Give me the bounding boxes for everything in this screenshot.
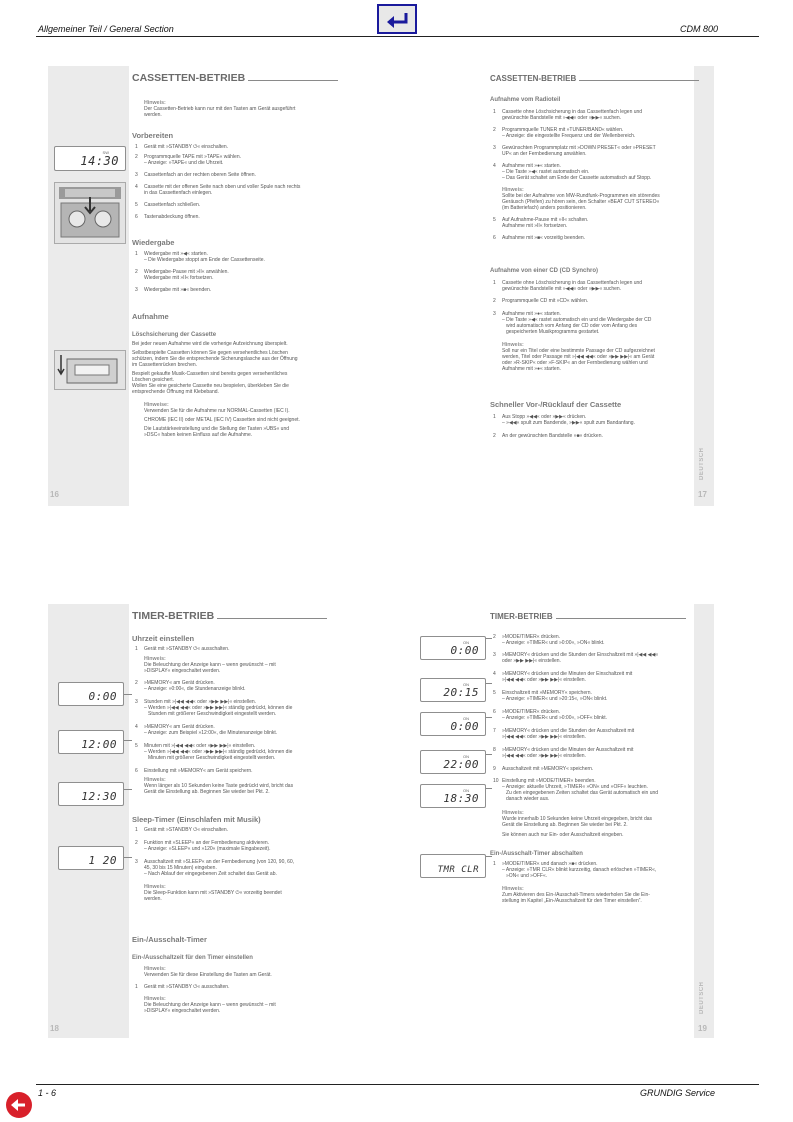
step-item: 2 Programmquelle TUNER mit »TUNER/BAND« wählen.	[493, 127, 624, 133]
callout-line	[486, 754, 492, 755]
body-text: schützen, indem Sie die entsprechende Sicherungslasche aus der Öffnung	[132, 356, 298, 362]
step-text: Zu den eingegebenen Zeiten schaltet das Gerät automatisch ein und	[506, 790, 659, 796]
note-text: werden, Titel oder Passage mit »|◀◀ ◀◀« oder »▶▶ ▶▶|« am Gerät	[502, 354, 655, 360]
step-item: 2 Programmquelle CD mit »CD« wählen.	[493, 298, 589, 304]
note-text: Wenn länger als 10 Sekunden keine Taste gedrückt wird, bricht das	[144, 783, 294, 789]
subsection-heading: Aufnahme von einer CD (CD Synchro)	[490, 268, 599, 274]
cassette-tab-illustration	[54, 350, 126, 390]
step-text: – Anzeige: »TIMER« und »0:00«, »ON« blinkt.	[502, 640, 605, 646]
subsection-heading: Ein-/Ausschaltzeit für den Timer einstellen	[132, 955, 253, 961]
note-text: Die Lautstärkeeinstellung und die Stellung der Tasten »UBS« und	[144, 426, 290, 432]
note-text: »DSC« haben keinen Einfluss auf die Aufnahme.	[144, 432, 253, 438]
manual-page-19	[406, 604, 714, 1038]
lcd-value: 0:00	[450, 644, 479, 657]
lcd-display	[420, 636, 486, 660]
step-item: 3 Ausschaltzeit mit »SLEEP« an der Fernbedienung (von 120, 90, 60,	[135, 859, 295, 865]
body-text: Bei jeder neuen Aufnahme wird die vorherige Aufzeichnung überspielt.	[132, 341, 288, 347]
note-text: »DISPLAY« eingeschaltet werden.	[144, 668, 221, 674]
header-divider	[36, 36, 759, 37]
page-title: CASSETTEN-BETRIEB	[490, 74, 699, 83]
note-heading: Hinweis:	[502, 342, 524, 348]
step-text: – Die Taste »◀« rastet automatisch ein und die Wiedergabe der CD	[502, 317, 652, 323]
page-number: 17	[698, 490, 707, 499]
step-item: 6 Einstellung mit »MEMORY« am Gerät speichern.	[135, 768, 253, 774]
step-item: 2 An der gewünschten Bandstelle »■« drücken.	[493, 433, 603, 439]
step-item: 5 Auf Aufnahme-Pause mit »II« schalten.	[493, 217, 589, 223]
step-text: – Nach Ablauf der eingegebenen Zeit schaltet das Gerät ab.	[144, 871, 277, 877]
step-item: 1 Cassette ohne Löschsicherung in das Cassettenfach legen und	[493, 280, 643, 286]
lcd-value: 22:00	[443, 758, 479, 771]
timer-indicator: ON	[463, 682, 469, 687]
step-text: – Anzeige: zum Beispiel »12:00«, die Minutenanzeige blinkt.	[144, 730, 278, 736]
manual-page-16	[48, 66, 376, 506]
step-text: Aufnahme mit »II« fortsetzen.	[502, 223, 568, 229]
body-text: entsprechende Öffnung mit Klebeband.	[132, 389, 219, 395]
note-text: Verwenden Sie für diese Einstellung die Tasten am Gerät.	[144, 972, 272, 978]
timer-indicator: ON	[463, 754, 469, 759]
note-text: Der Cassetten-Betrieb kann nur mit den Tasten am Gerät ausgeführt	[144, 106, 296, 112]
body-text: Wollen Sie eine gesicherte Cassette neu bespielen, überkleben Sie die	[132, 383, 289, 389]
lcd-display	[54, 146, 126, 171]
subsection-heading: Löschsicherung der Cassette	[132, 332, 217, 338]
step-text: »|◀◀ ◀◀« oder »▶▶ ▶▶|« einstellen.	[502, 677, 586, 683]
manual-page-18	[48, 604, 376, 1038]
note-heading: Hinweis:	[144, 996, 166, 1002]
timer-indicator: ON	[463, 788, 469, 793]
step-text: – Das Gerät schaltet am Ende der Cassette automatisch auf Stopp.	[502, 175, 652, 181]
lcd-value: 14:30	[80, 154, 119, 168]
step-item: 1 »MODE/TIMER« und danach »■« drücken.	[493, 861, 598, 867]
lcd-display	[420, 750, 486, 774]
step-item: 1 Gerät mit »STANDBY ⏻« ausschalten.	[135, 646, 230, 652]
step-text: UP« an der Fernbedienung anwählen.	[502, 151, 587, 157]
note-heading: Hinweis:	[144, 100, 166, 106]
manual-page-17	[406, 66, 714, 506]
callout-line	[486, 638, 492, 639]
step-item: 1 Gerät mit »STANDBY ⏻« einschalten.	[135, 827, 229, 833]
page-title: TIMER-BETRIEB	[490, 612, 686, 621]
step-item: 6 Tastenabdeckung öffnen.	[135, 214, 200, 220]
step-item: 4 Cassette mit der offenen Seite nach oben und voller Spule nach rechts	[135, 184, 301, 190]
note-text: Wurde innerhalb 10 Sekunden keine Uhrzeit eingegeben, bricht das	[502, 816, 653, 822]
language-tab: DEUTSCH	[699, 981, 705, 1015]
callout-line	[124, 694, 132, 695]
page-number: 18	[50, 1024, 59, 1033]
step-item: 3 Wiedergabe mit »■« beenden.	[135, 287, 212, 293]
callout-line	[486, 788, 492, 789]
footer-divider	[36, 1084, 759, 1085]
lcd-display	[58, 682, 124, 706]
step-item: 3 Gewünschten Programmplatz mit »DOWN PRESET« oder »PRESET	[493, 145, 656, 151]
section-heading: Wiedergabe	[132, 238, 175, 247]
step-text: gespeicherten Musikprogramms gestartet.	[506, 329, 600, 335]
callout-line	[486, 717, 492, 718]
mode-indicator: SW	[102, 150, 109, 155]
lcd-display	[58, 782, 124, 806]
language-tab: DEUTSCH	[699, 447, 705, 481]
step-item: 4 »MEMORY« drücken und die Minuten der Einschaltzeit mit	[493, 671, 633, 677]
body-text: Bespielt gekaufte Musik-Cassetten sind bereits gegen versehentliches	[132, 371, 288, 377]
arrow-left-icon	[10, 1096, 28, 1114]
step-item: 1 Wiedergabe mit »◀« starten.	[135, 251, 208, 257]
step-text: – Anzeige: »0:00«, die Stundenanzeige blinkt.	[144, 686, 246, 692]
lcd-value: TMR CLR	[437, 865, 479, 875]
section-heading: Vorbereiten	[132, 131, 174, 140]
note-heading: Hinweis:	[502, 187, 524, 193]
step-text: – Werden »|◀◀ ◀◀« oder »▶▶ ▶▶|« ständig gedrückt, können die	[144, 749, 293, 755]
callout-line	[124, 789, 132, 790]
footer-page-ref: 1 - 6	[38, 1088, 57, 1098]
note-heading: Hinweis:	[144, 884, 166, 890]
step-item: 10 Einstellung mit »MODE/TIMER« beenden.	[493, 778, 596, 784]
step-text: – Die Wiedergabe stoppt am Ende der Cassettenseite.	[144, 257, 265, 263]
step-item: 2 Funktion mit »SLEEP« an der Fernbedienung aktivieren.	[135, 840, 270, 846]
note-heading: Hinweis:	[144, 966, 166, 972]
note-text: werden.	[144, 896, 162, 902]
previous-page-button[interactable]	[6, 1092, 32, 1118]
note-text: Die Sleep-Funktion kann mit »STANDBY ⏻« vorzeitig beendet	[144, 890, 282, 896]
header-section-title: Allgemeiner Teil / General Section	[38, 24, 174, 34]
lcd-display	[420, 712, 486, 736]
step-item: 2 »MEMORY« am Gerät drücken.	[135, 680, 215, 686]
note-text: stellung im Kapitel „Ein-/Ausschaltzeit für den Timer einstellen“.	[502, 898, 642, 904]
step-item: 2 »MODE/TIMER« drücken.	[493, 634, 561, 640]
step-text: – Anzeige: »TIMER« und »20:15«, »ON« blinkt.	[502, 696, 608, 702]
subsection-heading: Aufnahme vom Radioteil	[490, 97, 561, 103]
step-item: 1 Aus Stopp »◀◀« oder »▶▶« drücken.	[493, 414, 587, 420]
step-text: »|◀◀ ◀◀« oder »▶▶ ▶▶|« einstellen.	[502, 753, 586, 759]
step-text: – »◀◀« spult zum Bandende, »▶▶« spult zum Bandanfang.	[502, 420, 635, 426]
step-text: »ON« und »OFF«.	[506, 873, 548, 879]
step-item: 1 Gerät mit »STANDBY ⏻« einschalten.	[135, 144, 229, 150]
step-item: 7 »MEMORY« drücken und die Stunden der Ausschaltzeit mit	[493, 728, 635, 734]
note-text: Soll nur ein Titel oder eine bestimmte Passage der CD aufgezeichnet	[502, 348, 655, 354]
step-item: 5 Einschaltzeit mit »MEMORY« speichern.	[493, 690, 592, 696]
note-text: (im Batteriefach) anders positionieren.	[502, 205, 587, 211]
step-item: 1 Gerät mit »STANDBY ⏻« ausschalten.	[135, 984, 230, 990]
back-button[interactable]	[377, 4, 417, 34]
step-text: – Anzeige: »TMR CLR« blinkt kurzzeitig, danach erlöschen »TIMER«,	[502, 867, 657, 873]
note-heading: Hinweis:	[502, 810, 524, 816]
step-text: – Anzeige: die eingestellte Frequenz und der Wellenbereich.	[502, 133, 636, 139]
note-text: Gerät die Einstellung ab. Beginnen Sie wieder bei Pkt. 2.	[502, 822, 628, 828]
step-item: 9 Ausschaltzeit mit »MEMORY« speichern.	[493, 766, 594, 772]
subsection-heading: Ein-/Ausschalt-Timer abschalten	[490, 851, 583, 857]
step-text: – Die Taste »◀« rastet automatisch ein.	[502, 169, 590, 175]
note-text: werden.	[144, 112, 162, 118]
section-heading: Uhrzeit einstellen	[132, 634, 195, 643]
note-text: Verwenden Sie für die Aufnahme nur NORMAL-Cassetten (IEC I).	[144, 408, 290, 414]
lcd-value: 0:00	[88, 690, 117, 703]
page-title: CASSETTEN-BETRIEB	[132, 72, 338, 84]
note-text: Aufnahme mit »●« starten.	[502, 366, 561, 372]
body-text: Löschen gesichert.	[132, 377, 174, 383]
section-heading: Ein-/Ausschalt-Timer	[132, 935, 207, 944]
lcd-value: 0:00	[450, 720, 479, 733]
page-title: TIMER-BETRIEB	[132, 610, 327, 622]
lcd-value: 18:30	[443, 792, 479, 805]
step-item: 2 Wiedergabe-Pause mit »II« anwählen.	[135, 269, 229, 275]
step-item: 8 »MEMORY« drücken und die Minuten der Ausschaltzeit mit	[493, 747, 634, 753]
step-text: Minuten mit größerer Geschwindigkeit eingestellt werden.	[148, 755, 276, 761]
note-text: CHROME (IEC II) oder METAL (IEC IV) Cassetten sind nicht geeignet.	[144, 417, 300, 423]
step-item: 5 Cassettenfach schließen.	[135, 202, 201, 208]
step-text: – Anzeige: aktuelle Uhrzeit, »TIMER« »ON« und »OFF« leuchten.	[502, 784, 648, 790]
step-item: 6 »MODE/TIMER« drücken.	[493, 709, 561, 715]
step-item: 4 »MEMORY« am Gerät drücken.	[135, 724, 215, 730]
lcd-display	[58, 846, 124, 870]
step-item: 3 »MEMORY« drücken und die Stunden der Einschaltzeit mit »|◀◀ ◀◀«	[493, 652, 659, 658]
header-model: CDM 800	[680, 24, 719, 34]
step-text: danach wieder aus.	[506, 796, 550, 802]
footer-brand: GRUNDIG Service	[640, 1088, 716, 1098]
step-text: in das Cassettenfach einlegen.	[144, 190, 213, 196]
section-heading: Aufnahme	[132, 312, 169, 321]
step-text: 45, 30 bis 15 Minuten) eingeben.	[144, 865, 217, 871]
step-item: 2 Programmquelle TAPE mit »TAPE« wählen.	[135, 154, 241, 160]
note-heading: Hinweis:	[144, 656, 166, 662]
timer-indicator: ON	[463, 716, 469, 721]
lcd-display	[420, 854, 486, 878]
body-text: Selbstbespielte Cassetten können Sie gegen versehentliches Löschen	[132, 350, 288, 356]
note-text: Zum Aktivieren des Ein-/Ausschalt-Timers wiederholen Sie die Ein-	[502, 892, 650, 898]
section-heading: Sleep-Timer (Einschlafen mit Musik)	[132, 815, 261, 824]
lcd-display	[58, 730, 124, 754]
page-number: 16	[50, 490, 59, 499]
note-text: Sie können auch nur Ein- oder Ausschaltzeit eingeben.	[502, 832, 624, 838]
note-heading: Hinweis:	[502, 886, 524, 892]
step-text: gewünschte Bandstelle mit »◀◀« oder »▶▶« suchen.	[502, 115, 622, 121]
step-text: gewünschte Bandstelle mit »◀◀« oder »▶▶« suchen.	[502, 286, 622, 292]
lcd-value: 1 20	[88, 854, 117, 867]
section-heading: Schneller Vor-/Rücklauf der Cassette	[490, 400, 622, 409]
step-item: 3 Cassettenfach an der rechten oberen Seite öffnen.	[135, 172, 256, 178]
step-item: 6 Aufnahme mit »■« vorzeitig beenden.	[493, 235, 586, 241]
step-text: – Anzeige: »TIMER« und »0:00«, »OFF« blinkt.	[502, 715, 608, 721]
cassette-compartment-illustration	[54, 182, 126, 244]
note-text: »DISPLAY« eingeschaltet werden.	[144, 1008, 221, 1014]
step-item: 3 Stunden mit »|◀◀ ◀◀« oder »▶▶ ▶▶|« einstellen.	[135, 699, 257, 705]
step-item: 5 Minuten mit »|◀◀ ◀◀« oder »▶▶ ▶▶|« einstellen.	[135, 743, 256, 749]
step-text: Wiedergabe mit »II« fortsetzen.	[144, 275, 214, 281]
note-text: Die Beleuchtung der Anzeige kann – wenn gewünscht – mit	[144, 1002, 276, 1008]
body-text: im Cassettenrücken brechen.	[132, 362, 198, 368]
step-text: – Anzeige: »TAPE« und die Uhrzeit.	[144, 160, 224, 166]
note-text: Geräusch (Pfeifen) zu hören sein, den Schalter »BEAT CUT STEREO«	[502, 199, 660, 205]
timer-indicator: ON	[463, 640, 469, 645]
return-arrow-icon	[385, 9, 411, 31]
lcd-value: 12:00	[81, 738, 117, 751]
step-text: – Anzeige: »SLEEP« und »120« (maximale Eingabezeit).	[144, 846, 271, 852]
lcd-display	[420, 678, 486, 702]
step-text: »|◀◀ ◀◀« oder »▶▶ ▶▶|« einstellen.	[502, 734, 586, 740]
step-text: Stunden mit größerer Geschwindigkeit eingestellt werden.	[148, 711, 277, 717]
step-text: oder »▶▶ ▶▶|« einstellen.	[502, 658, 561, 664]
step-item: 4 Aufnahme mit »●« starten.	[493, 163, 561, 169]
lcd-display	[420, 784, 486, 808]
note-text: Die Beleuchtung der Anzeige kann – wenn gewünscht – mit	[144, 662, 276, 668]
callout-line	[124, 740, 132, 741]
callout-line	[486, 683, 492, 684]
step-text: – Werden »|◀◀ ◀◀« oder »▶▶ ▶▶|« ständig gedrückt, können die	[144, 705, 293, 711]
note-text: Sollte bei der Aufnahme von MW-Rundfunk-Programmen ein störendes	[502, 193, 660, 199]
step-item: 3 Aufnahme mit »●« starten.	[493, 311, 561, 317]
note-heading: Hinweise:	[144, 402, 169, 408]
lcd-value: 20:15	[443, 686, 479, 699]
note-text: oder »R-SKIP« oder »F-SKIP« an der Fernbedienung wählen und	[502, 360, 648, 366]
note-heading: Hinweis:	[144, 777, 166, 783]
step-item: 1 Cassette ohne Löschsicherung in das Cassettenfach legen und	[493, 109, 643, 115]
page-number: 19	[698, 1024, 707, 1033]
callout-line	[124, 857, 132, 858]
step-text: wird automatisch vom Anfang der CD oder vom Anfang des	[506, 323, 638, 329]
lcd-value: 12:30	[81, 790, 117, 803]
note-text: Gerät die Einstellung ab. Beginnen Sie wieder bei Pkt. 2.	[144, 789, 270, 795]
